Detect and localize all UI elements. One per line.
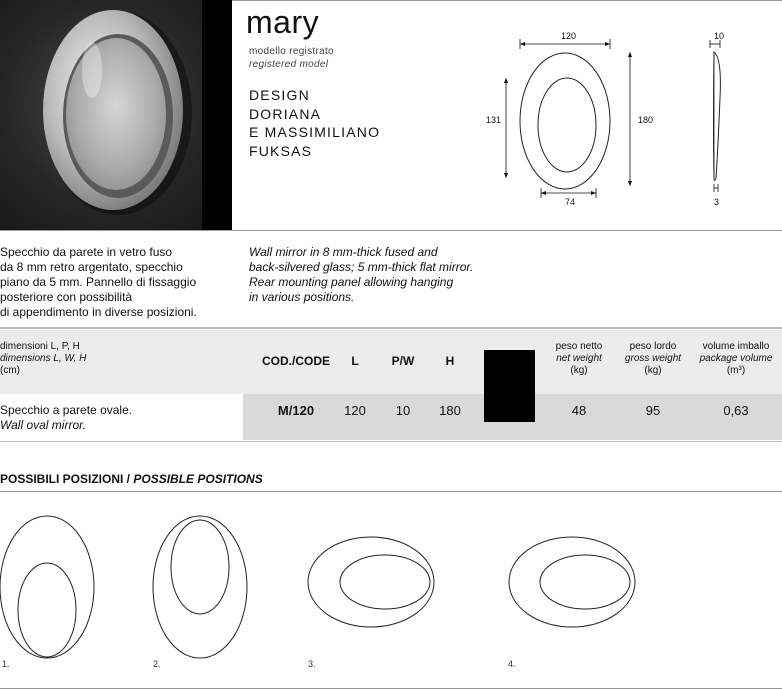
- dim-width-top: 120: [561, 31, 577, 41]
- gross-weight-unit: (kg): [644, 365, 662, 376]
- row-description-en: Wall oval mirror.: [0, 418, 87, 432]
- positions-title-en: POSSIBLE POSITIONS: [133, 472, 263, 486]
- product-title: mary: [246, 4, 320, 40]
- row-l: 120: [344, 403, 366, 418]
- volume-it: volume imballo: [702, 341, 770, 352]
- h-header: H: [445, 354, 455, 368]
- registered-model-en: registered model: [249, 59, 329, 70]
- position-1-drawing: [0, 516, 94, 658]
- position-4-drawing: [509, 537, 635, 627]
- dim-height-inner: 131: [486, 115, 502, 125]
- positions-title: [0, 472, 263, 486]
- net-weight-en: net weight: [556, 353, 602, 364]
- dim-depth-bottom: 3: [714, 197, 720, 207]
- gross-weight-it: peso lordo: [629, 341, 677, 352]
- product-photo: [0, 0, 232, 230]
- dim-width-inner: 74: [565, 197, 576, 207]
- dim-depth-top: 10: [714, 31, 725, 41]
- net-weight-unit: (kg): [570, 365, 588, 376]
- designer-line: FUKSAS: [249, 142, 313, 159]
- dimensions-it: dimensioni L, P, H: [0, 341, 80, 352]
- dimensions-en: dimensions L, W, H: [0, 353, 87, 364]
- net-weight-header: [548, 341, 610, 377]
- positions-rule: [0, 491, 782, 492]
- dimensions-unit: (cm): [0, 365, 20, 376]
- row-code: M/120: [277, 403, 315, 418]
- description-en: Wall mirror in 8 mm-thick fused and back-silvered glass; 5 mm-thick flat mirror. Rear mounting panel allowing hanging in various positions.: [249, 245, 474, 304]
- row-net-weight: 48: [571, 403, 587, 418]
- row-h: 180: [439, 403, 461, 418]
- header-black-band: [202, 0, 232, 230]
- dimensions-header: [0, 341, 86, 377]
- registered-model-it: modello registrato: [249, 46, 334, 57]
- volume-en: package volume: [699, 353, 773, 364]
- position-2-drawing: [153, 516, 247, 658]
- table-bottom-rule: [0, 441, 782, 442]
- l-header: L: [351, 354, 359, 368]
- position-label-3: 3.: [308, 659, 316, 669]
- gross-weight-en: gross weight: [624, 353, 682, 364]
- designer-credit: [249, 86, 380, 160]
- position-label-4: 4.: [508, 659, 516, 669]
- code-header: COD./CODE: [261, 354, 330, 368]
- row-volume: 0,63: [723, 403, 749, 418]
- positions-title-it: POSSIBILI POSIZIONI /: [0, 472, 134, 486]
- pw-header: P/W: [391, 354, 415, 368]
- designer-line: DORIANA: [249, 105, 322, 122]
- color-swatch: [484, 350, 535, 422]
- position-label-1: 1.: [2, 659, 10, 669]
- table-top-rule: [0, 327, 782, 329]
- row-gross-weight: 95: [645, 403, 661, 418]
- mirror-photo-illustration: [0, 0, 232, 230]
- dim-height-total: 180: [638, 115, 654, 125]
- designer-line: DESIGN: [249, 87, 310, 103]
- side-profile-drawing: [706, 38, 730, 198]
- position-3-drawing: [308, 537, 434, 627]
- position-label-2: 2.: [153, 659, 161, 669]
- row-description: [0, 403, 132, 433]
- positions-illustration: [0, 500, 782, 680]
- description-it: Specchio da parete in vetro fuso da 8 mm retro argentato, specchio piano da 5 mm. Pannello di fissaggio posteriore con possibilità di appendimento in diverse posizioni.: [0, 245, 197, 319]
- row-pw: 10: [395, 403, 411, 418]
- net-weight-it: peso netto: [555, 341, 603, 352]
- header-top-rule: [232, 0, 782, 1]
- header-bottom-rule: [0, 230, 782, 231]
- page-bottom-rule: [0, 688, 782, 689]
- designer-line: E MASSIMILIANO: [249, 124, 381, 140]
- gross-weight-header: [617, 341, 689, 377]
- volume-header: [693, 341, 779, 377]
- volume-unit: (m³): [726, 365, 746, 376]
- row-description-it: Specchio a parete ovale.: [0, 403, 133, 417]
